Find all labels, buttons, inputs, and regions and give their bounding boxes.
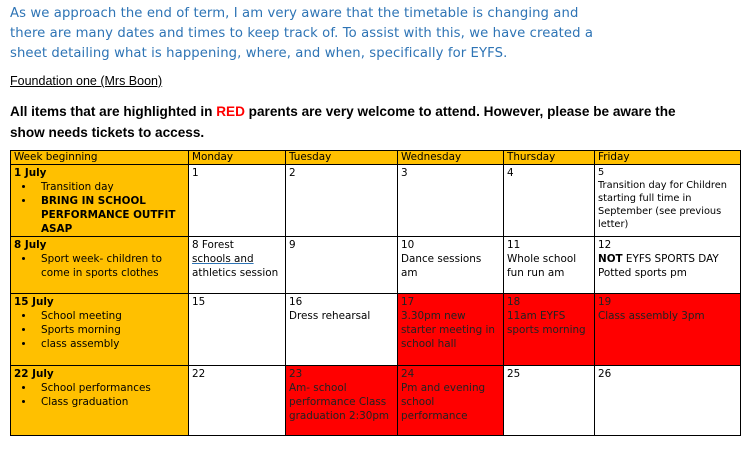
day-cell — [595, 165, 741, 237]
day-event: athletics session — [192, 267, 279, 279]
day-number: 4 — [507, 167, 514, 179]
day-number: 5 — [598, 167, 605, 178]
week-items — [14, 381, 185, 409]
notice-red-word: RED — [216, 104, 245, 119]
list-item: • Sports morning — [35, 323, 185, 337]
day-number: 8 Forest — [192, 239, 234, 251]
day-cell — [398, 237, 504, 294]
day-event: Dance sessions am — [401, 253, 482, 279]
day-cell — [189, 366, 286, 436]
day-cell — [595, 366, 741, 436]
notice-line-1 — [10, 101, 745, 122]
week-cell — [11, 294, 189, 366]
day-event: Transition day for Children starting full time in September (see previous letter) — [598, 180, 727, 230]
day-number: 26 — [598, 368, 612, 380]
day-cell — [504, 366, 595, 436]
day-cell-highlighted — [286, 366, 398, 436]
day-number: 25 — [507, 368, 521, 380]
day-event: 3.30pm new starter meeting in school hall — [401, 310, 495, 350]
header-monday: Monday — [189, 151, 286, 165]
list-item: • Transition day — [35, 180, 185, 194]
day-number: 12 — [598, 239, 612, 251]
list-item: • School performances — [35, 381, 185, 395]
day-number: 15 — [192, 296, 206, 308]
day-number: 19 — [598, 296, 612, 308]
week-date: 15 July — [14, 296, 54, 308]
day-number: 22 — [192, 368, 206, 380]
day-event: Whole school fun run am — [507, 253, 577, 279]
day-cell — [504, 237, 595, 294]
day-number: 24 — [401, 368, 415, 380]
table-row — [11, 237, 741, 294]
header-wednesday: Wednesday — [398, 151, 504, 165]
day-event: Class assembly 3pm — [598, 310, 705, 322]
day-cell — [189, 294, 286, 366]
day-number: 3 — [401, 167, 408, 179]
intro-line: there are many dates and times to keep track of. To assist with this, we have created a — [10, 26, 594, 41]
week-items — [14, 309, 185, 351]
week-date: 1 July — [14, 167, 47, 179]
week-items — [14, 252, 185, 280]
day-number: 23 — [289, 368, 303, 380]
day-cell-highlighted — [595, 294, 741, 366]
header-friday: Friday — [595, 151, 741, 165]
list-item: • BRING IN SCHOOL PERFORMANCE OUTFIT ASAP — [35, 194, 185, 236]
list-item: • Class graduation — [35, 395, 185, 409]
week-items — [14, 180, 185, 236]
day-number: 10 — [401, 239, 415, 251]
day-number: 18 — [507, 296, 521, 308]
day-event: 11am EYFS sports morning — [507, 310, 586, 336]
header-thursday: Thursday — [504, 151, 595, 165]
table-row — [11, 366, 741, 436]
day-event — [598, 252, 737, 266]
day-cell-highlighted — [504, 294, 595, 366]
table-row — [11, 165, 741, 237]
day-cell — [286, 294, 398, 366]
notice-line-2: show needs tickets to access. — [10, 125, 205, 140]
day-cell-highlighted — [398, 294, 504, 366]
day-number: 2 — [289, 167, 296, 179]
day-event: Pm and evening school performance — [401, 382, 486, 422]
week-cell — [11, 165, 189, 237]
intro-paragraph — [10, 4, 740, 64]
week-date: 22 July — [14, 368, 54, 380]
day-event-bold: NOT — [598, 253, 623, 265]
day-number: 9 — [289, 239, 296, 251]
list-item: • class assembly — [35, 337, 185, 351]
day-cell — [398, 165, 504, 237]
attendance-notice — [10, 101, 745, 143]
week-cell — [11, 237, 189, 294]
timetable — [10, 150, 741, 436]
week-date: 8 July — [14, 239, 47, 251]
notice-text: All items that are highlighted in — [10, 104, 217, 119]
day-event-text: EYFS SPORTS DAY — [622, 253, 719, 265]
day-cell — [189, 237, 286, 294]
day-cell — [595, 237, 741, 294]
class-subtitle: Foundation one (Mrs Boon) — [10, 74, 163, 88]
day-number: 1 — [192, 167, 199, 179]
header-row — [11, 151, 741, 165]
header-week: Week beginning — [11, 151, 189, 165]
day-cell — [286, 165, 398, 237]
notice-text: parents are very welcome to attend. However, please be aware the — [244, 104, 676, 119]
list-item: • Sport week- children to come in sports clothes — [35, 252, 185, 280]
day-cell — [286, 237, 398, 294]
intro-line: sheet detailing what is happening, where, and when, specifically for EYFS. — [10, 46, 508, 61]
day-event: schools and — [192, 253, 254, 265]
day-cell — [189, 165, 286, 237]
day-number: 16 — [289, 296, 303, 308]
week-cell — [11, 366, 189, 436]
day-number: 11 — [507, 239, 521, 251]
day-cell — [504, 165, 595, 237]
day-event: Potted sports pm — [598, 267, 687, 279]
day-event: Am- school performance Class graduation 2:30pm — [289, 382, 390, 422]
table-row — [11, 294, 741, 366]
intro-line: As we approach the end of term, I am very aware that the timetable is changing and — [10, 6, 579, 21]
day-event: Dress rehearsal — [289, 310, 371, 322]
day-cell-highlighted — [398, 366, 504, 436]
list-item: • School meeting — [35, 309, 185, 323]
header-tuesday: Tuesday — [286, 151, 398, 165]
day-number: 17 — [401, 296, 415, 308]
